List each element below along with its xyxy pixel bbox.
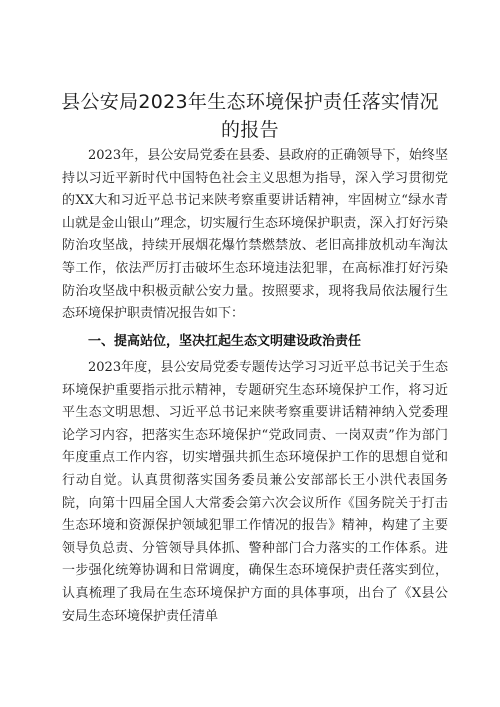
document-title-line2: 的报告 [221, 119, 279, 141]
section-1-paragraph: 2023年度，县公安局党委专题传达学习习近平总书记关于生态环境保护重要指示批示精神，专题研究生态环境保护工作，将习近平生态文明思想、习近平总书记来陕考察重要讲话精神纳入党委理论学习内容，把落实生态环境保护“党政同责、一岗双责”作为部门年度重点工作内容，切实增强共抓生态环境保护工作的思想自觉和行动自觉。认真贯彻落实国务委员兼公安部部长王小洪代表国务院，向第十四届全国人大常委会第六次会议所作《国务院关于打击生态环境和资源保护领域犯罪工作情况的报告》精神，构建了主要领导负总责、分管领导具体抓、警种部门合力落实的工作体系。进一步强化统筹协调和日常调度，确保生态环境保护责任落实到位，认真梳理了我局在生态环境保护方面的具体事项，出台了《X县公安局生态环境保护责任清单 [62, 360, 448, 624]
document-title-line1: 县公安局2023年生态环境保护责任落实情况 [61, 91, 439, 113]
section-heading-1: 一、提高站位，坚决扛起生态文明建设政治责任 [88, 334, 362, 349]
intro-paragraph: 2023年，县公安局党委在县委、县政府的正确领导下，始终坚持以习近平新时代中国特色社会主义思想为指导，深入学习贯彻党的XX大和习近平总书记来陕考察重要讲话精神，牢固树立“绿水青山就是金山银山”理念，切实履行生态环境保护职责，深入打好污染防治攻坚战，持续开展烟花爆竹禁燃禁放、老旧高排放机动车淘汰等工作，依法严厉打击破坏生态环境违法犯罪，在高标准打好污染防治攻坚战中积极贡献公安力量。按照要求，现将我局依法履行生态环境保护职责情况报告如下： [62, 148, 448, 322]
